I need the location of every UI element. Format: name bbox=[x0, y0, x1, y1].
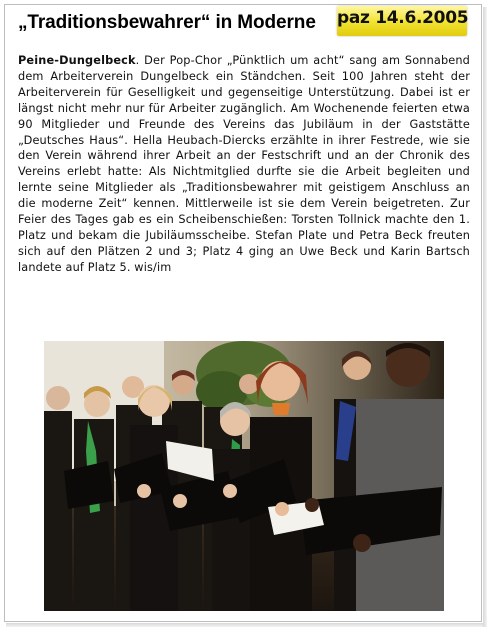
frame-shadow-right bbox=[483, 7, 487, 627]
date-stamp-text: paz 14.6.2005 bbox=[337, 8, 469, 28]
article-lead: Peine-Dungelbeck bbox=[18, 54, 136, 67]
frame-shadow bbox=[6, 623, 484, 627]
choir-photo bbox=[44, 341, 444, 611]
date-stamp bbox=[337, 6, 467, 36]
article-headline: „Traditionsbewahrer“ in Moderne bbox=[18, 12, 316, 33]
article-text: . Der Pop-Chor „Pünktlich um acht“ sang am Sonnabend dem Arbeiterverein Dungelbeck ein Ständchen. Seit 100 Jahren steht der Arbeiterverein für Geselligkeit und gegenseitige Unterstützung. Dabei ist er längst nicht mehr nur für Arbeiter zugänglich. Am Wochenende feierten etwa 90 Mitglieder und Freunde des Vereins das Jubiläum in der Gaststätte „Deutsches Haus“. Hella Heubach-Diercks erzählte in ihrer Festrede, wie sie den Verein während ihrer Arbeit an der Festschrift und an der Chronik des Vereins erlebt hatte: Als Nichtmitglied durfte sie die Arbeit begleiten und lernte seine Mitglieder als „Traditionsbewahrer mit geistigem Anschluss an die moderne Zeit“ kennen. Mittlerweile ist sie dem Verein beigetreten. Zur Feier des Tages gab es ein Scheibenschießen: Torsten Tollnick machte den 1. Platz und bekam die Jubiläumsscheibe. Stefan Plate und Petra Beck freuten sich auf den Plätzen 2 und 3; Platz 4 ging an Uwe Beck und Karin Bartsch landete auf Platz 5. wis/im bbox=[18, 54, 470, 274]
article-body bbox=[18, 53, 470, 276]
